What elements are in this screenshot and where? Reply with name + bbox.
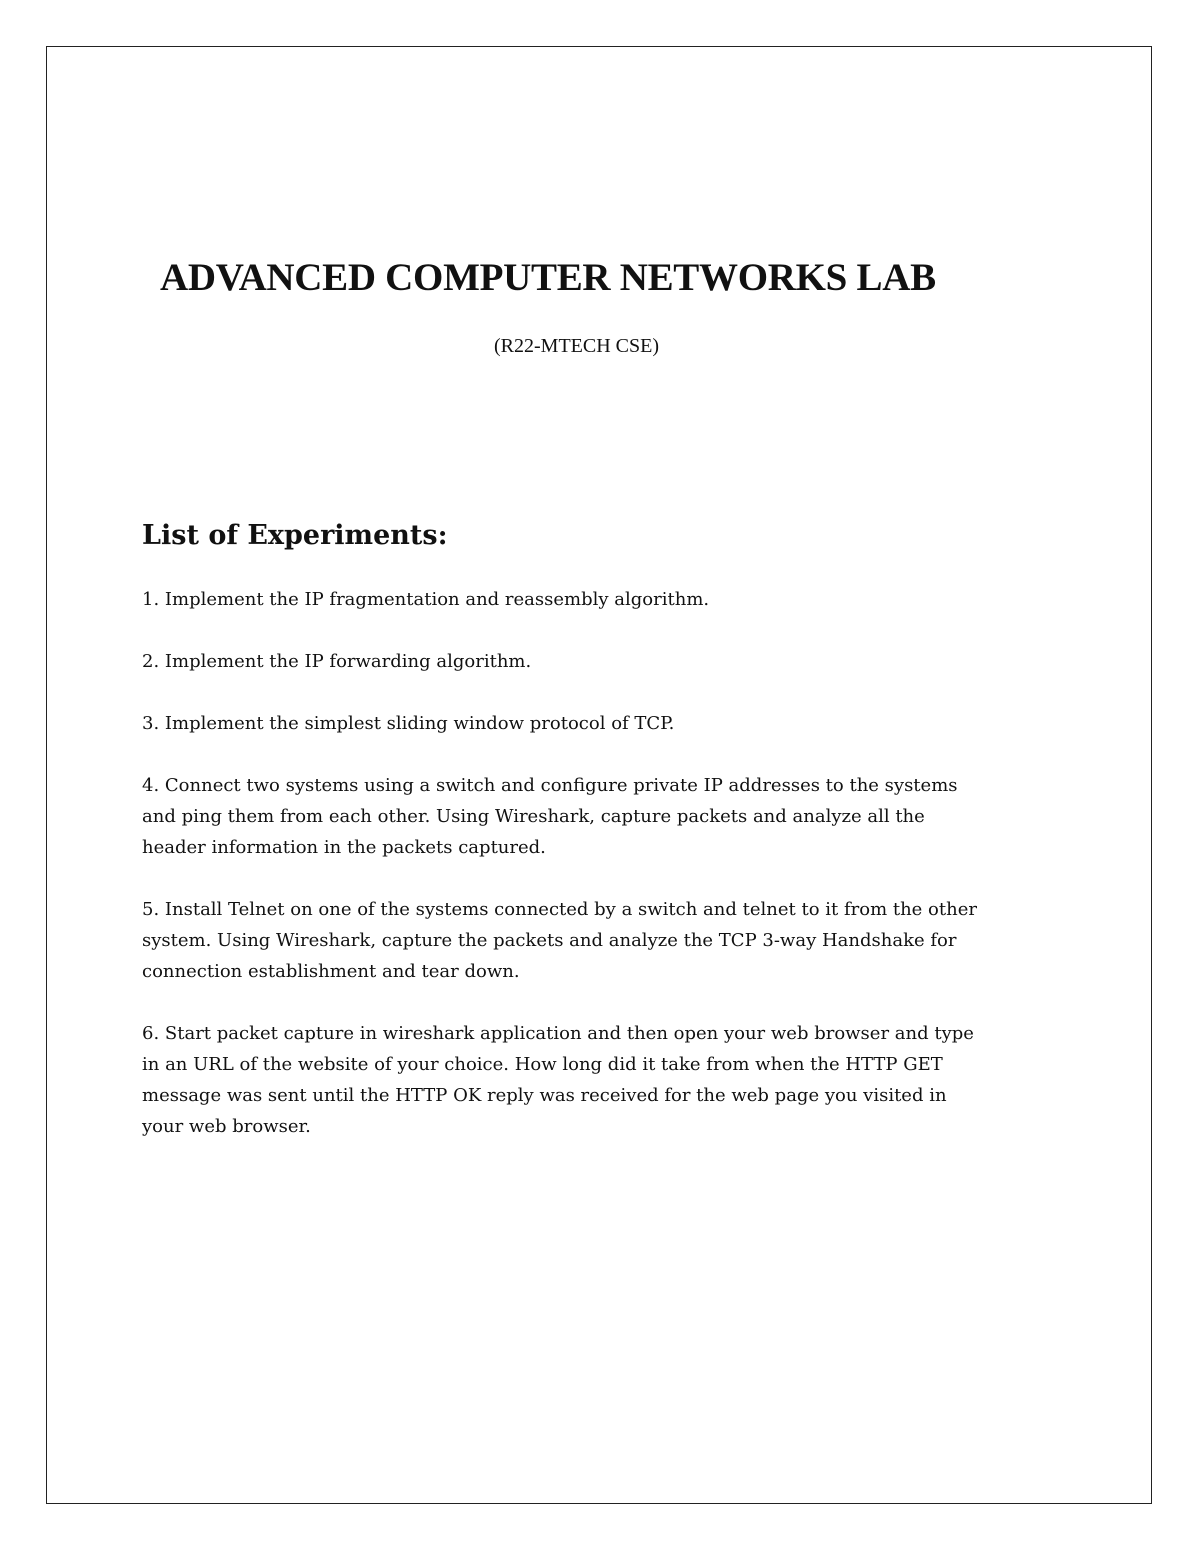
experiment-item-6 [142,1018,1062,1142]
document-title: ADVANCED COMPUTER NETWORKS LAB [160,256,936,299]
section-heading: List of Experiments: [142,520,448,551]
experiment-item-2 [142,646,1062,677]
experiment-line: 1. Implement the IP fragmentation and reassembly algorithm. [142,589,710,610]
experiment-item-3 [142,708,1062,739]
experiment-item-1 [142,584,1062,615]
experiment-line: your web browser. [142,1116,311,1137]
experiment-line: connection establishment and tear down. [142,961,520,982]
experiment-line: system. Using Wireshark, capture the packets and analyze the TCP 3-way Handshake for [142,930,957,951]
experiment-item-4 [142,770,1062,863]
experiment-item-5 [142,894,1062,987]
experiment-line: header information in the packets captured. [142,837,546,858]
experiment-line: and ping them from each other. Using Wireshark, capture packets and analyze all the [142,806,925,827]
experiment-line: 2. Implement the IP forwarding algorithm. [142,651,532,672]
experiment-line: 5. Install Telnet on one of the systems connected by a switch and telnet to it from the other [142,899,977,920]
experiment-line: 4. Connect two systems using a switch and configure private IP addresses to the systems [142,775,958,796]
experiment-line: message was sent until the HTTP OK reply was received for the web page you visited in [142,1085,947,1106]
experiment-line: in an URL of the website of your choice. How long did it take from when the HTTP GET [142,1054,943,1075]
experiment-line: 6. Start packet capture in wireshark application and then open your web browser and type [142,1023,974,1044]
document-subtitle: (R22-MTECH CSE) [494,335,659,357]
experiment-line: 3. Implement the simplest sliding window protocol of TCP. [142,713,675,734]
